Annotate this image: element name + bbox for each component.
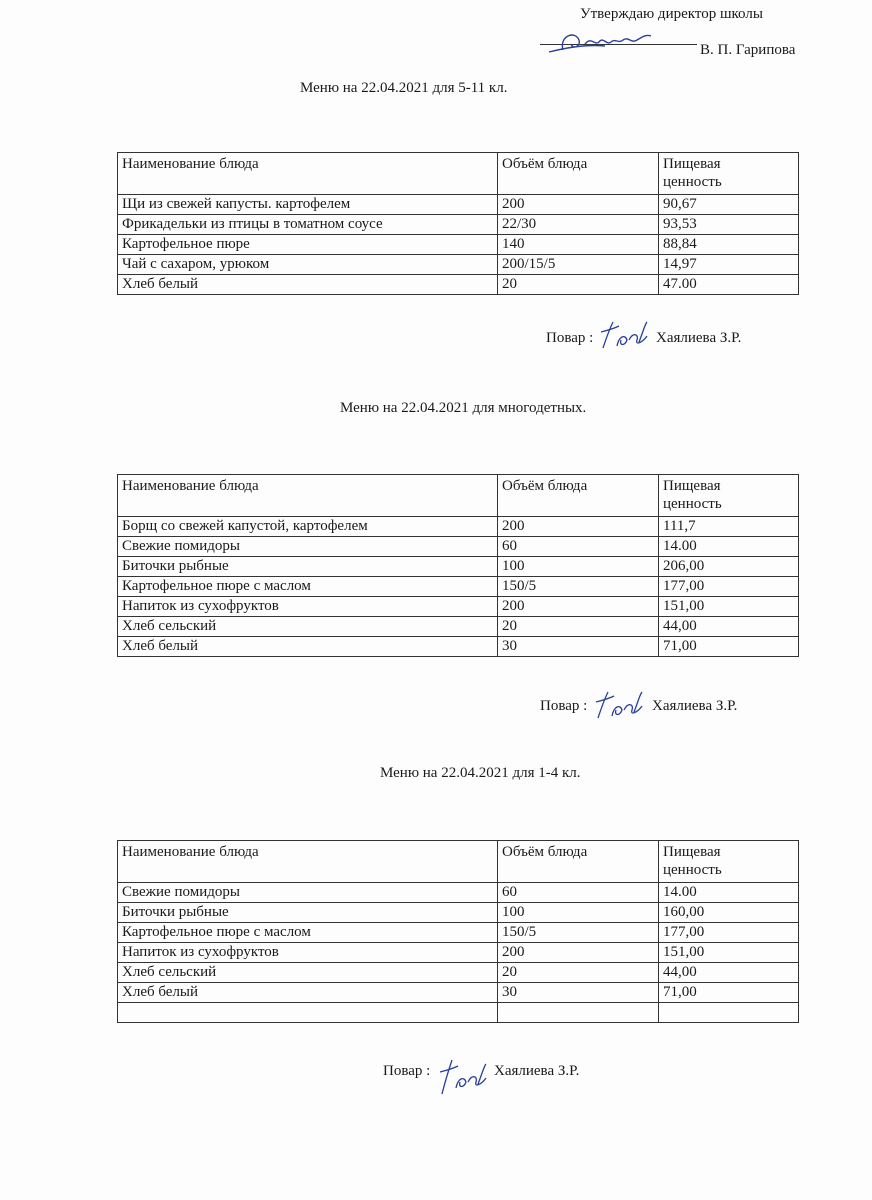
cook-name: Хаялиева З.Р. [652,698,738,714]
column-header-value: Пищевая ценность [659,841,799,883]
cook-name: Хаялиева З.Р. [656,330,742,346]
dish-name-cell: Хлеб белый [118,275,498,295]
table-row [118,215,799,235]
table-row [118,963,799,983]
menu-title: Меню на 22.04.2021 для 1-4 кл. [380,765,581,781]
dish-name-cell [118,1003,498,1023]
table-row [118,195,799,215]
table-row [118,903,799,923]
table-row [118,517,799,537]
column-header-name: Наименование блюда [118,153,498,195]
table-row [118,943,799,963]
dish-volume-cell: 150/5 [498,577,659,597]
dish-name-cell: Щи из свежей капусты. картофелем [118,195,498,215]
dish-volume-cell: 22/30 [498,215,659,235]
table-row [118,883,799,903]
nutritional-value-cell: 160,00 [659,903,799,923]
nutritional-value-cell: 14,97 [659,255,799,275]
nutritional-value-cell: 44,00 [659,617,799,637]
cook-signature [592,688,647,722]
column-header-name: Наименование блюда [118,841,498,883]
dish-volume-cell: 200 [498,943,659,963]
cook-label: Повар : [383,1063,431,1079]
dish-name-cell: Хлеб сельский [118,963,498,983]
dish-volume-cell: 200 [498,597,659,617]
dish-volume-cell: 60 [498,883,659,903]
column-header-name: Наименование блюда [118,475,498,517]
dish-volume-cell: 60 [498,537,659,557]
dish-name-cell: Свежие помидоры [118,883,498,903]
dish-name-cell: Хлеб белый [118,637,498,657]
dish-name-cell: Хлеб сельский [118,617,498,637]
column-header-volume: Объём блюда [498,841,659,883]
dish-name-cell: Свежие помидоры [118,537,498,557]
dish-name-cell: Напиток из сухофруктов [118,943,498,963]
dish-volume-cell: 140 [498,235,659,255]
menu-title: Меню на 22.04.2021 для 5-11 кл. [300,80,508,96]
menu-table [117,840,799,1023]
table-row [118,923,799,943]
nutritional-value-cell [659,1003,799,1023]
nutritional-value-cell: 177,00 [659,577,799,597]
nutritional-value-cell: 47.00 [659,275,799,295]
dish-volume-cell: 100 [498,557,659,577]
table-row [118,537,799,557]
director-name: В. П. Гарипова [700,42,796,58]
director-signature [545,26,675,58]
nutritional-value-cell: 151,00 [659,597,799,617]
dish-volume-cell: 200 [498,517,659,537]
dish-volume-cell: 20 [498,617,659,637]
nutritional-value-cell: 71,00 [659,983,799,1003]
dish-volume-cell: 20 [498,963,659,983]
column-header-volume: Объём блюда [498,153,659,195]
menu-table [117,152,799,295]
nutritional-value-cell: 88,84 [659,235,799,255]
table-header-row [118,153,799,195]
menu-title: Меню на 22.04.2021 для многодетных. [340,400,587,416]
nutritional-value-cell: 111,7 [659,517,799,537]
table-row [118,637,799,657]
nutritional-value-cell: 206,00 [659,557,799,577]
nutritional-value-cell: 93,53 [659,215,799,235]
nutritional-value-cell: 44,00 [659,963,799,983]
cook-signature [436,1056,491,1098]
dish-name-cell: Картофельное пюре с маслом [118,577,498,597]
nutritional-value-cell: 71,00 [659,637,799,657]
cook-signature [597,318,652,352]
table-row [118,255,799,275]
dish-name-cell: Хлеб белый [118,983,498,1003]
dish-volume-cell: 20 [498,275,659,295]
dish-volume-cell: 30 [498,983,659,1003]
column-header-volume: Объём блюда [498,475,659,517]
table-row [118,577,799,597]
cook-name: Хаялиева З.Р. [494,1063,580,1079]
nutritional-value-cell: 14.00 [659,883,799,903]
dish-name-cell: Чай с сахаром, урюком [118,255,498,275]
nutritional-value-cell: 177,00 [659,923,799,943]
menu-table [117,474,799,657]
dish-volume-cell: 30 [498,637,659,657]
table-row [118,557,799,577]
dish-volume-cell: 100 [498,903,659,923]
nutritional-value-cell: 14.00 [659,537,799,557]
approval-text: Утверждаю директор школы [580,6,763,22]
cook-label: Повар : [546,330,594,346]
table-row [118,983,799,1003]
table-row [118,235,799,255]
table-header-row [118,841,799,883]
column-header-value: Пищевая ценность [659,153,799,195]
dish-name-cell: Борщ со свежей капустой, картофелем [118,517,498,537]
dish-name-cell: Напиток из сухофруктов [118,597,498,617]
dish-name-cell: Биточки рыбные [118,557,498,577]
table-row-empty [118,1003,799,1023]
table-row [118,597,799,617]
nutritional-value-cell: 151,00 [659,943,799,963]
dish-volume-cell [498,1003,659,1023]
dish-volume-cell: 150/5 [498,923,659,943]
dish-name-cell: Картофельное пюре [118,235,498,255]
table-row [118,617,799,637]
nutritional-value-cell: 90,67 [659,195,799,215]
cook-label: Повар : [540,698,588,714]
dish-name-cell: Картофельное пюре с маслом [118,923,498,943]
dish-volume-cell: 200/15/5 [498,255,659,275]
dish-name-cell: Фрикадельки из птицы в томатном соусе [118,215,498,235]
table-row [118,275,799,295]
table-header-row [118,475,799,517]
dish-name-cell: Биточки рыбные [118,903,498,923]
dish-volume-cell: 200 [498,195,659,215]
column-header-value: Пищевая ценность [659,475,799,517]
